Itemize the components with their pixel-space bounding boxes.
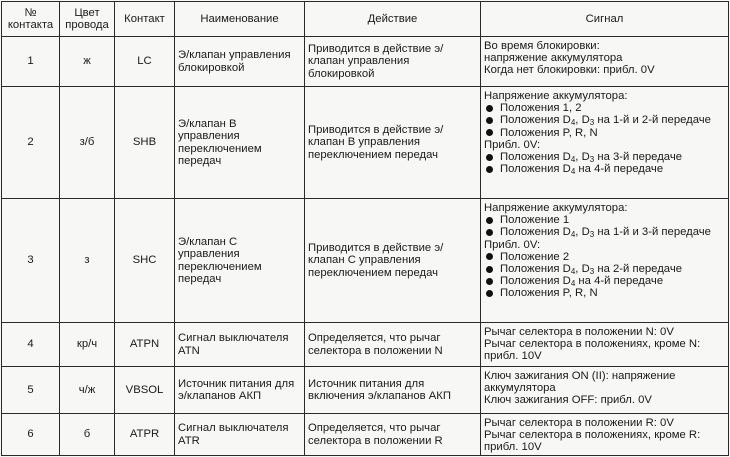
signal-line: напряжение аккумулятора (484, 52, 623, 65)
signal-bullet-item: Положения $D_4$ на 4-й передаче (484, 163, 725, 175)
signal-line: Ключ зажигания ON (II): напряжение аккумулятора (484, 370, 676, 395)
table-row (2, 37, 729, 87)
cell-action: Источник питания для включения э/клапанов АКП (305, 367, 481, 414)
cell-no: 1 (2, 37, 60, 87)
cell-action: Приводится в действие э/клапан С управления переключением передач (305, 199, 481, 323)
signal-bullet-item: Положения $D_4$, $D_3$ на 1-й и 3-й передаче (484, 226, 725, 238)
cell-contact: ATPN (115, 323, 175, 367)
table-row (2, 367, 729, 414)
signal-line: Рычаг селектора в положениях, кроме R: прибл. 10V (484, 429, 701, 454)
header-row (2, 2, 729, 37)
cell-name: Сигнал выключателя ATN (175, 323, 305, 367)
signal-bullet-item: Положения $D_4$ на 4-й передаче (484, 275, 725, 287)
cell-no: 6 (2, 414, 60, 456)
signal-bullet-item: Положение 2 (484, 251, 725, 263)
table-row (2, 414, 729, 456)
cell-name: Э/клапан управления блокировкой (175, 37, 305, 87)
cell-signal (481, 367, 729, 414)
cell-no: 3 (2, 199, 60, 323)
header-signal: Сигнал (481, 2, 729, 37)
cell-signal (481, 37, 729, 87)
cell-action: Приводится в действие э/клапан управления блокировкой (305, 37, 481, 87)
cell-name: Э/клапан С управления переключением передач (175, 199, 305, 323)
signal-line: Напряжение аккумулятора: (484, 90, 628, 102)
cell-signal (481, 87, 729, 199)
signal-line: Рычаг селектора в положениях, кроме N: прибл. 10V (484, 338, 701, 363)
signal-bullet-item: Положения $D_4$, $D_3$ на 1-й и 2-й передаче (484, 114, 725, 126)
cell-action: Приводится в действие э/клапан В управления переключением передач (305, 87, 481, 199)
cell-signal (481, 323, 729, 367)
header-name: Наименование (175, 2, 305, 37)
cell-name: Э/клапан В управления переключением передач (175, 87, 305, 199)
signal-line: Ключ зажигания OFF: прибл. 0V (484, 394, 652, 407)
signal-line: Рычаг селектора в положении R: 0V (484, 417, 674, 429)
signal-bullet-item: Положения $D_4$, $D_3$ на 2-й передаче (484, 263, 725, 275)
signal-line: Прибл. 0V: (484, 138, 541, 151)
signal-bullet-item: Положения $D_4$, $D_3$ на 3-й передаче (484, 151, 725, 163)
signal-line: Напряжение аккумулятора: (484, 202, 628, 214)
signal-line: Прибл. 0V: (484, 238, 541, 251)
cell-contact: VBSOL (115, 367, 175, 414)
signal-bullet-item: Положения P, R, N (484, 287, 725, 299)
header-contact: Контакт (115, 2, 175, 37)
signal-line: Во время блокировки: (484, 40, 600, 52)
connector-pinout-table (1, 1, 729, 456)
cell-name: Источник питания для э/клапанов АКП (175, 367, 305, 414)
cell-wire-color: з (60, 199, 115, 323)
cell-no: 4 (2, 323, 60, 367)
cell-action: Определяется, что рычаг селектора в положении R (305, 414, 481, 456)
header-wire-color: Цвет провода (60, 2, 115, 37)
signal-bullet-item: Положения 1, 2 (484, 102, 725, 114)
cell-name: Сигнал выключателя ATR (175, 414, 305, 456)
header-no: № контакта (2, 2, 60, 37)
cell-contact: LC (115, 37, 175, 87)
cell-wire-color: ж (60, 37, 115, 87)
table-row (2, 323, 729, 367)
cell-contact: SHB (115, 87, 175, 199)
header-action: Действие (305, 2, 481, 37)
cell-contact: SHC (115, 199, 175, 323)
cell-signal (481, 414, 729, 456)
table-row (2, 199, 729, 323)
cell-wire-color: ч/ж (60, 367, 115, 414)
cell-no: 5 (2, 367, 60, 414)
signal-bullet-item: Положение 1 (484, 214, 725, 226)
table-row (2, 87, 729, 199)
cell-contact: ATPR (115, 414, 175, 456)
cell-wire-color: з/б (60, 87, 115, 199)
cell-action: Определяется, что рычаг селектора в положении N (305, 323, 481, 367)
signal-line: Рычаг селектора в положении N: 0V (484, 326, 674, 338)
cell-signal (481, 199, 729, 323)
cell-wire-color: б (60, 414, 115, 456)
cell-wire-color: кр/ч (60, 323, 115, 367)
signal-line: Когда нет блокировки: прибл. 0V (484, 64, 655, 77)
signal-bullet-item: Положения P, R, N (484, 127, 725, 139)
cell-no: 2 (2, 87, 60, 199)
